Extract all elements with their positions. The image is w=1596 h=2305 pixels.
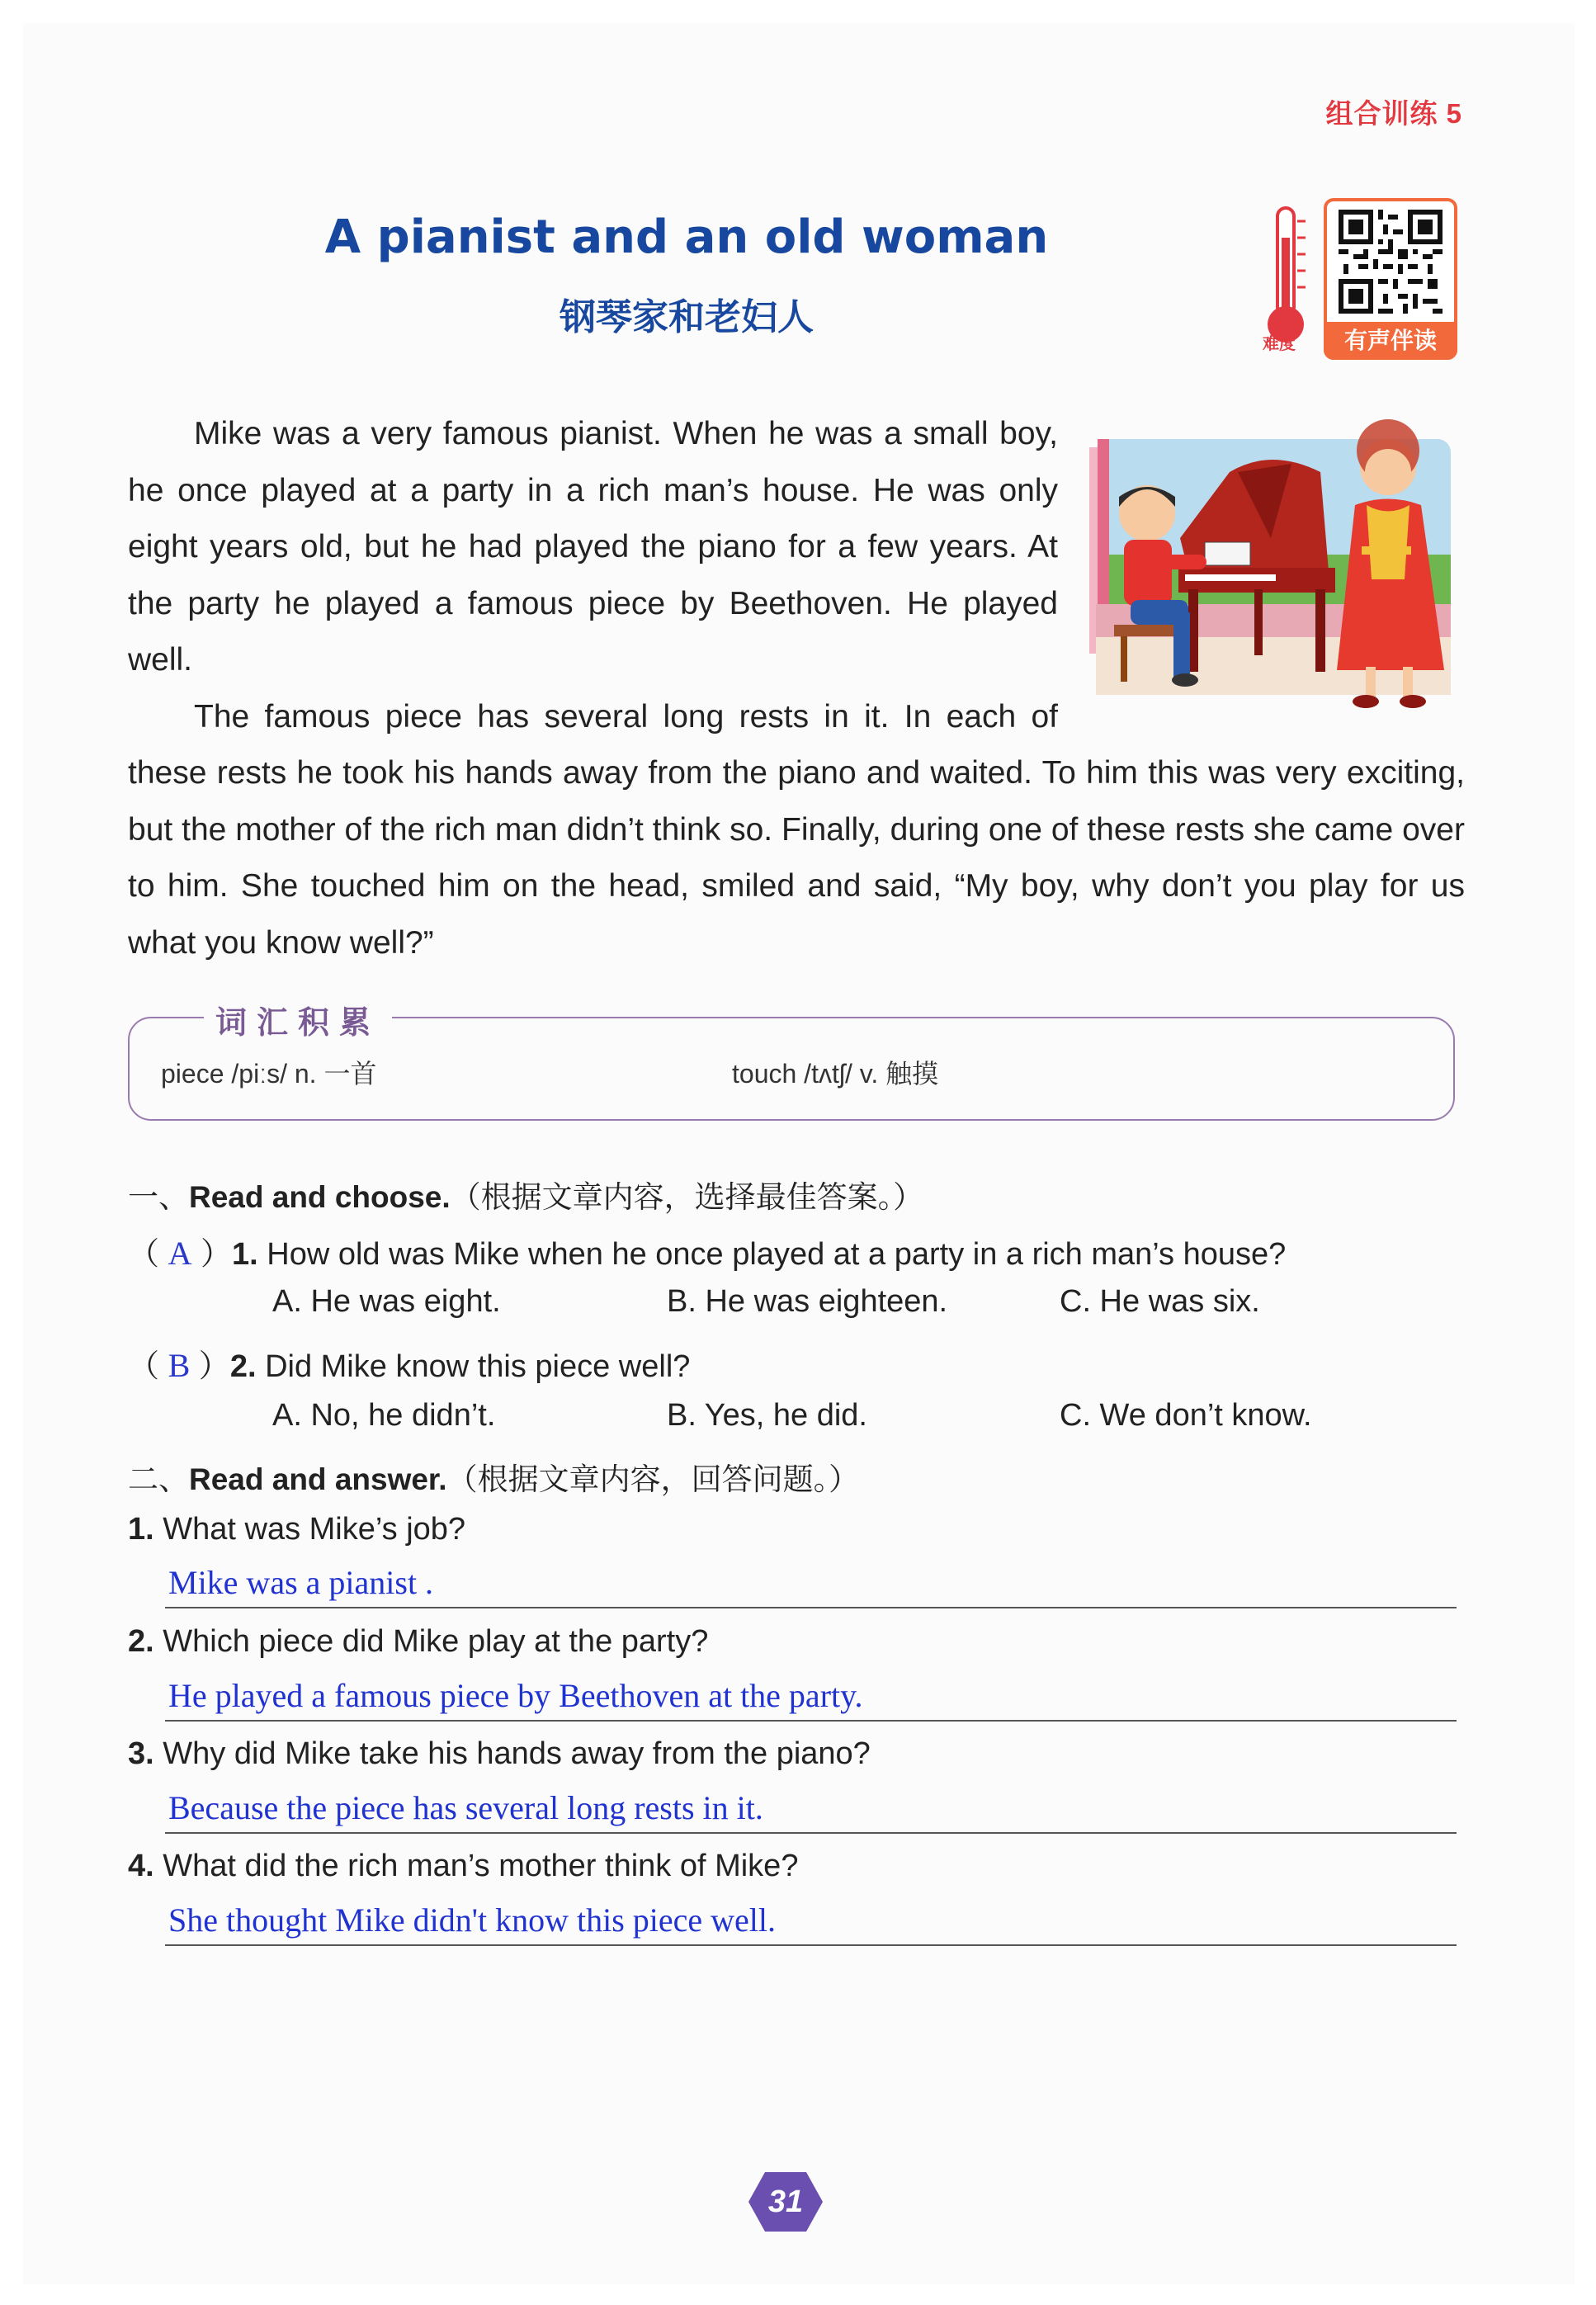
answer-line-2[interactable]: He played a famous piece by Beethoven at the party. xyxy=(165,1675,1457,1722)
question-1: （ A ）1. How old was Mike when he once played at a party in a rich man’s house? xyxy=(128,1235,1287,1272)
q1-option-a: A. He was eight. xyxy=(272,1284,501,1319)
qr-code-icon xyxy=(1339,210,1443,314)
passage-paragraph-1: Mike was a very famous pianist. When he was a small boy, he once played at a party in a rich man’s house. He was only eight years old, but he had played the piano for a few years. At the party he played a famous piece by Beethoven. He played well. xyxy=(128,416,1058,678)
unit-tag: 组合训练 5 xyxy=(1325,98,1462,129)
qr-audio-card[interactable] xyxy=(1324,198,1457,360)
section1-heading: 一、Read and choose.（根据文章内容，选择最佳答案。） xyxy=(128,1180,924,1214)
vocab-item-piece: piece /piːs/ n. 一首 xyxy=(161,1059,377,1089)
difficulty-label: 难度 xyxy=(1263,335,1296,353)
q1-option-b: B. He was eighteen. xyxy=(667,1284,948,1319)
short-question-2: 2. Which piece did Mike play at the party? xyxy=(128,1624,709,1659)
section2-heading: 二、Read and answer.（根据文章内容，回答问题。） xyxy=(128,1462,860,1496)
answer-1: A xyxy=(168,1235,192,1272)
vocab-title: 词汇积累 xyxy=(204,997,392,1042)
reading-passage xyxy=(128,406,1465,971)
page-number-badge xyxy=(747,2169,824,2235)
short-question-3: 3. Why did Mike take his hands away from the piano? xyxy=(128,1736,871,1771)
q2-option-a: A. No, he didn’t. xyxy=(272,1398,496,1433)
vocabulary-box xyxy=(128,1006,1455,1121)
audio-label: 有声伴读 xyxy=(1324,322,1457,360)
title-english: A pianist and an old woman xyxy=(324,210,1049,264)
q2-option-b: B. Yes, he did. xyxy=(667,1398,867,1433)
title-chinese: 钢琴家和老妇人 xyxy=(560,297,814,338)
q2-option-c: C. We don’t know. xyxy=(1060,1398,1312,1433)
answer-line-1[interactable]: Mike was a pianist . xyxy=(165,1562,1457,1608)
answer-line-3[interactable]: Because the piece has several long rests in it. xyxy=(165,1788,1457,1834)
answer-2: B xyxy=(168,1347,191,1384)
short-question-4: 4. What did the rich man’s mother think of Mike? xyxy=(128,1849,799,1883)
pianist-illustration xyxy=(1081,414,1465,720)
question-2: （ B ）2. Did Mike know this piece well? xyxy=(128,1347,691,1384)
q1-option-c: C. He was six. xyxy=(1060,1284,1260,1319)
short-question-1: 1. What was Mike’s job? xyxy=(128,1512,466,1547)
passage-paragraph-2: The famous piece has several long rests in it. In each of these rests he took his hands away from the piano and waited. To him this was very exciting, but the mother of the rich man didn’t think so. Finally, during one of these rests she came over to him. She touched him on the head, smiled and said, “My boy, why don’t you play for us what you know well?” xyxy=(128,698,1465,961)
answer-line-4[interactable]: She thought Mike didn't know this piece well. xyxy=(165,1900,1457,1946)
vocab-item-touch: touch /tʌtʃ/ v. 触摸 xyxy=(732,1059,939,1089)
page-number: 31 xyxy=(767,2185,804,2219)
